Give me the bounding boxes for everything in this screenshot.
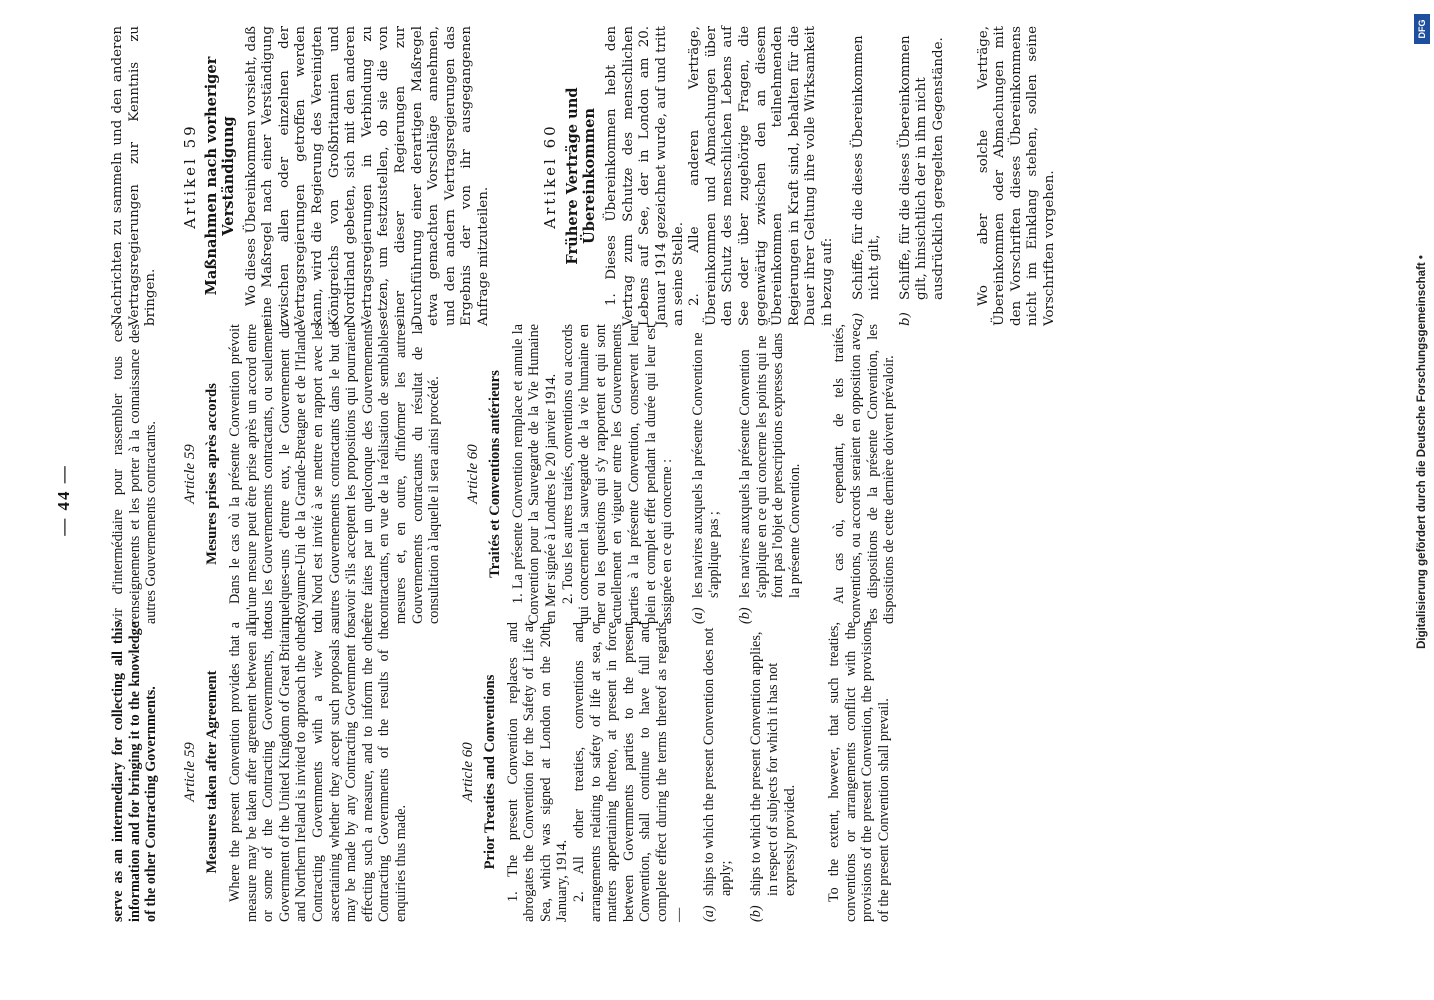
german-article-60-title: Frühere Verträge und Übereinkommen bbox=[564, 87, 598, 265]
french-item-b-mark: (b) bbox=[737, 607, 753, 624]
english-list-item-a bbox=[701, 622, 734, 922]
french-item-a-mark: (a) bbox=[689, 607, 706, 624]
english-article-60-heading: Article 60 bbox=[459, 742, 476, 802]
digitization-credit-text: Digitalisierung gefördert durch die Deutsche Forschungsgemeinschaft • bbox=[1416, 255, 1428, 649]
german-column bbox=[110, 26, 1059, 326]
german-item-b-mark: b) bbox=[897, 312, 913, 326]
german-list-item-b bbox=[898, 26, 948, 326]
english-intro: serve as an intermediary for collecting all this information and for bringing it to the knowledge of the other Contracting Governments. bbox=[110, 622, 160, 922]
dfg-logo-icon bbox=[1414, 14, 1430, 44]
german-intro: Nachrichten zu sammeln und den anderen Vertragsregierungen zur Kenntnis zu bringen. bbox=[110, 26, 159, 326]
german-article-60-paragraph-1: 1. Dieses Übereinkommen hebt den Vertrag zum Schutze des menschlichen Lebens auf See, der in London am 20. Januar 1914 gezeichnet wurde, auf und tritt an seine Stelle. bbox=[604, 26, 686, 326]
english-article-59-title: Measures taken after Agreement bbox=[204, 670, 221, 874]
english-column bbox=[110, 622, 893, 922]
french-article-60-paragraph-1: 1. La présente Convention remplace et annule la Convention pour la Sauvegarde de la Vie Humaine en Mer signée à Londres le 20 janvier 1914. bbox=[509, 324, 560, 624]
french-item-a-text: les navires auxquels la présente Convention ne s'applique pas ; bbox=[689, 332, 723, 598]
english-article-59-heading: Article 59 bbox=[181, 742, 198, 802]
english-list-item-b bbox=[748, 622, 798, 922]
english-item-a-text: ships to which the present Convention does not apply; bbox=[701, 627, 734, 896]
french-article-60-paragraph-2: 2. Tous les autres traités, conventions ou accords qui concernent la sauvegarde de la vie humaine en mer ou les questions qui s'y rapportent et qui sont actuellement en vigueur entre les Gouvernements parties à la présente Convention, conservent leur plein et complet effet pendant la durée qui leur est assignée en ce qui concerne : bbox=[559, 324, 676, 624]
german-closing-paragraph: Wo aber solche Verträge, Übereinkommen oder Abmachungen mit den Vorschriften dieses Übereinkommens nicht im Einklang stehen, sollen seine Vorschriften vorgehen. bbox=[975, 26, 1057, 326]
dfg-logo-label: DFG bbox=[1417, 19, 1427, 39]
english-article-60-title: Prior Treaties and Conventions bbox=[482, 674, 499, 870]
french-article-60-heading: Article 60 bbox=[464, 444, 481, 504]
page-number: — 44 — bbox=[54, 464, 73, 536]
digitization-credit-strip bbox=[1414, 6, 1430, 994]
english-closing-paragraph: To the extent, however, that such treaties, conventions or arrangements conflict with the provisions of the present Convention, the provisions of the present Convention shall prevail. bbox=[826, 622, 892, 922]
german-list-item-a bbox=[851, 26, 884, 326]
german-item-b-text: Schiffe, für die dieses Übereinkommen gilt, hinsichtlich der in ihm nicht ausdrücklich geregelten Gegenstände. bbox=[897, 35, 946, 300]
english-article-59-text: Where the present Convention provides that a measure may be taken after agreement between all or some of the Contracting Governments, the Government of the United Kingdom of Great Britain and Northern Ireland is invited to approach the other Contracting Governments with a view to ascertaining whether they accept such proposals as may be made by any Contracting Government for effecting such a measure, and to inform the other Contracting Governments of the results of the enquiries thus made. bbox=[226, 622, 409, 922]
german-article-60-paragraph-2: 2. Alle anderen Verträge, Übereinkommen und Abmachungen über den Schutz des menschlichen Lebens auf See oder über zugehörige Fragen, die gegenwärtig zwischen den an diesem Übereinkommen teilnehmenden Regierungen in Kraft sind, behalten für die Dauer ihrer Geltung ihre volle Wirksamkeit in bezug auf: bbox=[687, 26, 835, 326]
french-list-item-b bbox=[737, 324, 803, 624]
french-article-59-text: Dans le cas où la présente Convention prévoit qu'une mesure peut être prise après un accord entre tous les Gouvernements contractants, ou seulement quelques-uns d'entre eux, le Gouvernement du Royaume-Uni de la Grande-Bretagne et de l'Irlande du Nord est invité à se mettre en rapport avec les autres Gouvernements contractants dans le but de savoir s'ils acceptent les propositions qui pourraient être faites par un quelconque des Gouvernements contractants, en vue de la réalisation de semblables mesures et, en outre, d'informer les autres Gouvernements contractants du résultat de la consultation à laquelle il sera ainsi procédé. bbox=[226, 324, 443, 624]
french-intro: vir d'intermédiaire pour rassembler tous ces renseignements et les porter à la connaissance des autres Gouvernements contractants. bbox=[110, 324, 160, 624]
german-article-59-title: Maßnahmen nach vorheriger Verständigung bbox=[203, 56, 237, 296]
german-item-a-text: Schiffe, für die dieses Übereinkommen nicht gilt, bbox=[850, 35, 883, 300]
french-list-item-a bbox=[690, 324, 723, 624]
french-item-b-text: les navires auxquels la présente Convention s'applique en ce qui concerne les points qui ne font pas l'objet de prescriptions expresses dans la présente Convention. bbox=[737, 333, 803, 598]
english-item-a-mark: (a) bbox=[701, 905, 718, 922]
french-closing-paragraph: Au cas où, cependant, de tels traités, conventions, ou accords seraient en opposition avec les dispositions de la présente Convention, les dispositions de cette dernière doivent prévaloir. bbox=[831, 324, 898, 624]
english-item-b-text: ships to which the present Convention applies, in respect of subjects for which it has not expressly provided. bbox=[748, 631, 798, 896]
french-column bbox=[110, 324, 898, 624]
french-article-59-heading: Article 59 bbox=[181, 444, 198, 504]
english-article-60-paragraph-2: 2. All other treaties, conventions and arrangements relating to safety of life at sea, or matters appertaining thereto, at present in force between Governments parties to the present Convention, shall continue to have full and complete effect during the terms thereof as regards— bbox=[571, 622, 687, 922]
german-article-59-text: Wo dieses Übereinkommen vorsieht, daß eine Maßregel nach einer Verständigung zwischen allen oder einzelnen der Vertragsregierungen getroffen werden kann, wird die Regierung des Vereinigten Königreichs von Großbritannien und Nordirland gebeten, sich mit den anderen Vertragsregierungen in Verbindung zu setzen, um festzustellen, ob sie die von einer dieser Regierungen zur Durchführung einer derartigen Maßregel etwa gemachten Vorschläge annehmen, und den andern Vertragsregierungen das Ergebnis der von ihr ausgegangenen Anfrage mitzuteilen. bbox=[243, 26, 491, 326]
english-article-60-paragraph-1: 1. The present Convention replaces and abrogates the Convention for the Safety of Life at Sea, which was signed at London on the 20th January, 1914. bbox=[504, 622, 571, 922]
german-article-60-heading: Artikel 60 bbox=[541, 123, 560, 229]
english-item-b-mark: (b) bbox=[748, 905, 765, 922]
french-article-60-title: Traités et Conventions antérieurs bbox=[487, 370, 504, 578]
german-article-59-heading: Artikel 59 bbox=[180, 123, 199, 229]
german-item-a-mark: a) bbox=[850, 312, 866, 326]
french-article-59-title: Mesures prises après accords bbox=[204, 383, 221, 565]
